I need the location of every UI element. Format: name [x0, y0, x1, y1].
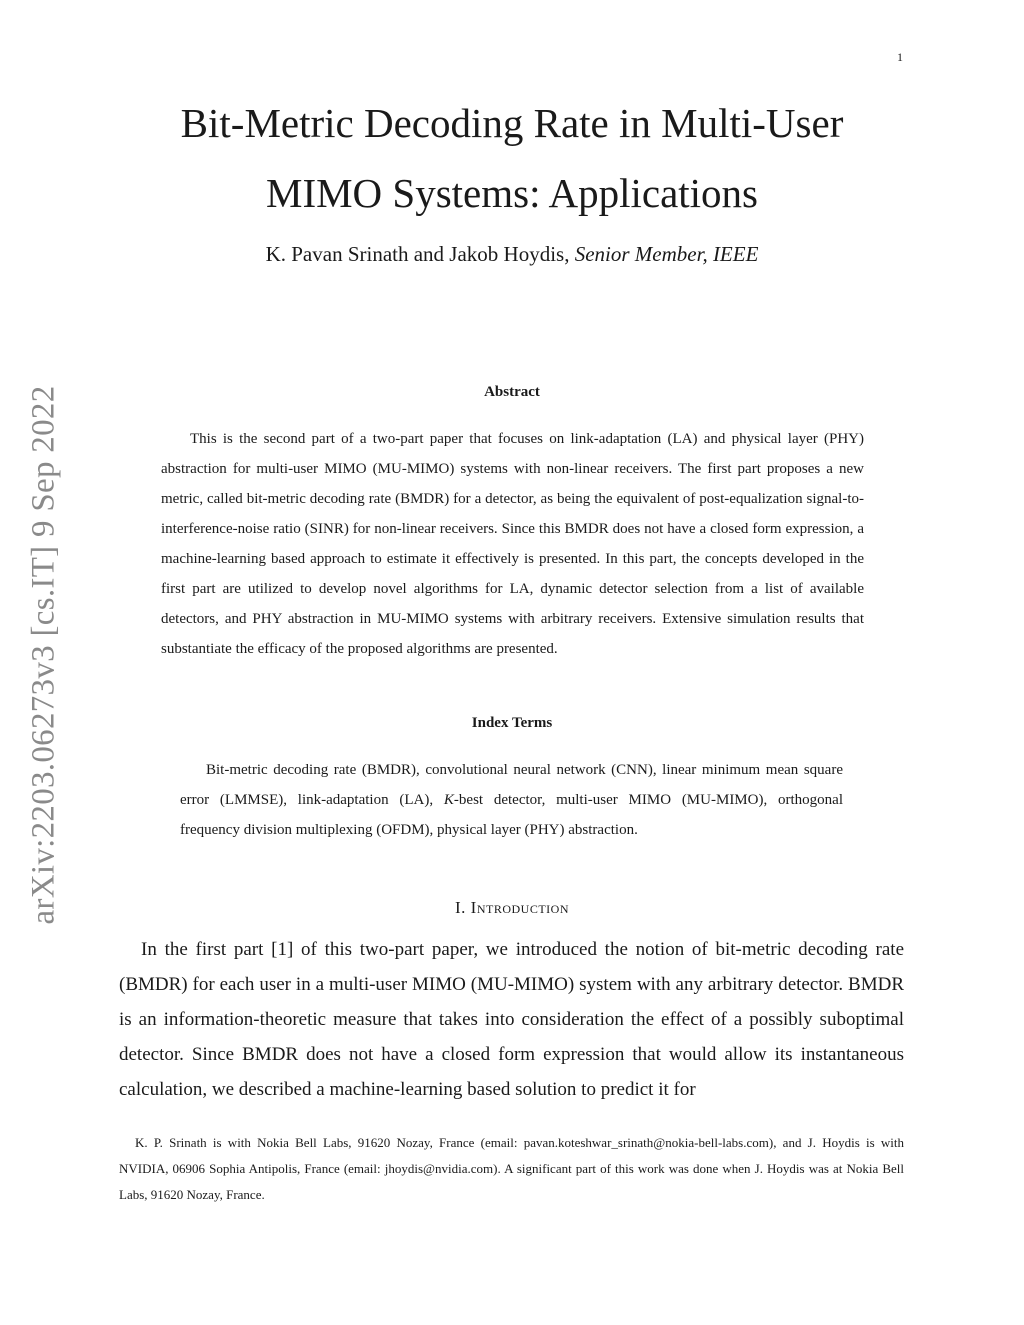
index-terms-text-part-1: Bit-metric decoding rate (BMDR), convolutional neural network (CNN), linear minimum mean square error (LMMSE), link-adaptation (LA), — [180, 762, 843, 808]
index-terms-text-part-2: -best detector, multi-user MIMO (MU-MIMO), orthogonal frequency division multiplexing (OFDM), physical layer (PHY) abstraction. — [180, 792, 843, 838]
abstract-heading: Abstract — [484, 384, 540, 400]
index-terms-heading: Index Terms — [471, 715, 553, 731]
paper-title — [0, 88, 1024, 228]
author-line — [0, 242, 1024, 267]
index-terms-math-symbol: K — [443, 792, 454, 808]
author-names: K. Pavan Srinath and Jakob Hoydis, — [265, 242, 575, 266]
paper-title-line-1: Bit-Metric Decoding Rate in Multi-User — [180, 100, 844, 146]
introduction-paragraph: In the first part [1] of this two-part paper, we introduced the notion of bit-metric decoding rate (BMDR) for each user in a multi-user MIMO (MU-MIMO) system with any arbitrary detector. BMDR is an information-theoretic measure that takes into consideration the effect of a possibly suboptimal detector. Since BMDR does not have a closed form expression that would allow its instantaneous calculation, we described a machine-learning based solution to predict it for — [119, 939, 904, 1100]
author-affiliation-footnote: K. P. Srinath is with Nokia Bell Labs, 91620 Nozay, France (email: pavan.koteshwar_srinath@nokia-bell-labs.com), and J. Hoydis is with NVIDIA, 06906 Sophia Antipolis, France (email: jhoydis@nvidia.com). A significant part of this work was done when J. Hoydis was at Nokia Bell Labs, 91620 Nozay, France. — [119, 1135, 904, 1202]
page-number: 1 — [897, 50, 903, 64]
section-heading-introduction: I. Introduction — [455, 898, 569, 917]
author-role: Senior Member, IEEE — [574, 242, 759, 266]
abstract-text: This is the second part of a two-part paper that focuses on link-adaptation (LA) and physical layer (PHY) abstraction for multi-user MIMO (MU-MIMO) systems with non-linear receivers. The first part proposes a new metric, called bit-metric decoding rate (BMDR) for a detector, as being the equivalent of post-equalization signal-to-interference-noise ratio (SINR) for non-linear receivers. Since this BMDR does not have a closed form expression, a machine-learning based approach to estimate it effectively is presented. In this part, the concepts developed in the first part are utilized to develop novel algorithms for LA, dynamic detector selection from a list of available detectors, and PHY abstraction in MU-MIMO systems with arbitrary receivers. Extensive simulation results that substantiate the efficacy of the proposed algorithms are presented. — [161, 431, 864, 657]
paper-title-line-2: MIMO Systems: Applications — [265, 170, 759, 216]
arxiv-identifier-stamp: arXiv:2203.06273v3 [cs.IT] 9 Sep 2022 — [25, 385, 62, 925]
index-terms-text — [180, 755, 843, 845]
